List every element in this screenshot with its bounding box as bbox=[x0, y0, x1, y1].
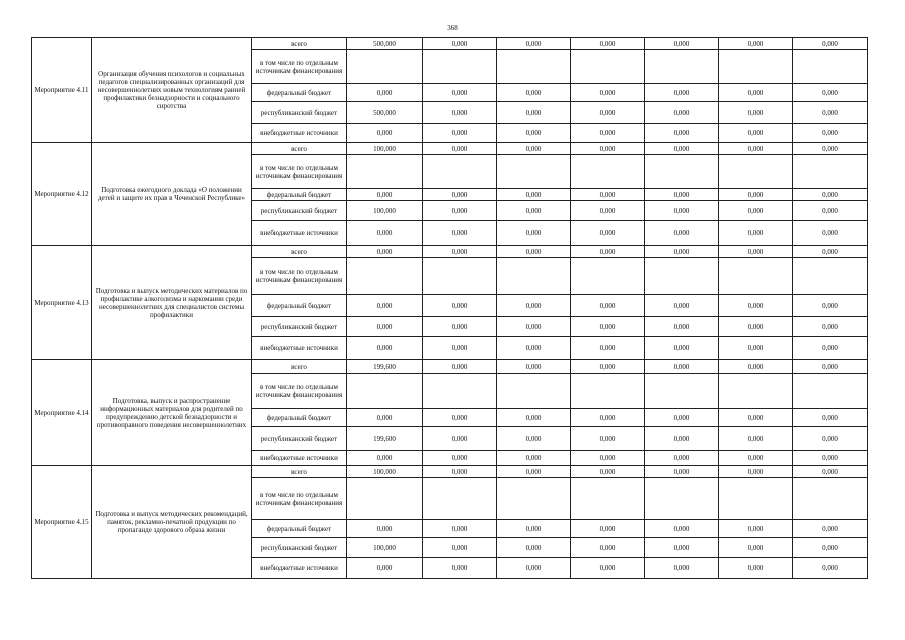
amount-cell: 0,000 bbox=[793, 360, 868, 374]
funding-source-label: внебюджетные источники bbox=[252, 337, 347, 360]
amount-cell bbox=[347, 258, 423, 295]
amount-cell bbox=[571, 374, 645, 409]
funding-source-label: федеральный бюджет bbox=[252, 409, 347, 427]
amount-cell: 0,000 bbox=[571, 466, 645, 478]
amount-cell: 0,000 bbox=[497, 221, 571, 246]
amount-cell: 0,000 bbox=[719, 538, 793, 558]
amount-cell bbox=[793, 50, 868, 84]
amount-cell: 0,000 bbox=[347, 409, 423, 427]
amount-cell: 0,000 bbox=[497, 451, 571, 466]
amount-cell: 0,000 bbox=[719, 143, 793, 155]
activity-description: Подготовка и выпуск методических материалов по профилактике алкоголизма и наркомании среди несовершеннолетних для специалистов системы профилактики bbox=[92, 246, 252, 360]
amount-cell bbox=[645, 374, 719, 409]
activity-code-text: Мероприятие 4.14 bbox=[34, 408, 89, 417]
activity-description: Подготовка, выпуск и распространение информационных материалов для родителей по предупреждению детской безнадзорности и противоправного поведения несовершеннолетних bbox=[92, 360, 252, 466]
amount-cell bbox=[719, 155, 793, 189]
amount-cell: 0,000 bbox=[645, 520, 719, 538]
amount-cell: 0,000 bbox=[793, 189, 868, 201]
amount-cell bbox=[719, 374, 793, 409]
amount-cell bbox=[793, 155, 868, 189]
amount-cell: 0,000 bbox=[423, 538, 497, 558]
amount-cell: 0,000 bbox=[571, 427, 645, 451]
amount-cell: 0,000 bbox=[793, 102, 868, 124]
amount-cell bbox=[571, 258, 645, 295]
amount-cell: 0,000 bbox=[423, 466, 497, 478]
amount-cell: 0,000 bbox=[645, 409, 719, 427]
amount-cell: 0,000 bbox=[645, 427, 719, 451]
amount-cell bbox=[645, 478, 719, 520]
amount-cell bbox=[423, 155, 497, 189]
funding-source-label: внебюджетные источники bbox=[252, 124, 347, 143]
amount-cell: 0,000 bbox=[719, 246, 793, 258]
activity-description: Подготовка ежегодного доклада «О положении детей и защите их прав в Чеченской Республике» bbox=[92, 143, 252, 246]
amount-cell bbox=[497, 50, 571, 84]
amount-cell: 0,000 bbox=[423, 295, 497, 317]
table-row bbox=[32, 38, 868, 50]
amount-cell bbox=[645, 50, 719, 84]
amount-cell: 0,000 bbox=[497, 295, 571, 317]
funding-source-label: федеральный бюджет bbox=[252, 84, 347, 102]
amount-cell: 0,000 bbox=[719, 520, 793, 538]
amount-cell: 0,000 bbox=[719, 102, 793, 124]
amount-cell: 0,000 bbox=[719, 317, 793, 337]
amount-cell: 0,000 bbox=[423, 102, 497, 124]
page-number: 368 bbox=[447, 24, 458, 32]
funding-source-label: внебюджетные источники bbox=[252, 451, 347, 466]
amount-cell: 0,000 bbox=[645, 201, 719, 221]
amount-cell: 0,000 bbox=[571, 124, 645, 143]
amount-cell: 0,000 bbox=[793, 201, 868, 221]
amount-cell: 0,000 bbox=[497, 520, 571, 538]
amount-cell bbox=[347, 155, 423, 189]
funding-source-label: всего bbox=[252, 466, 347, 478]
amount-cell bbox=[793, 258, 868, 295]
amount-cell: 0,000 bbox=[793, 409, 868, 427]
amount-cell: 0,000 bbox=[571, 451, 645, 466]
amount-cell: 0,000 bbox=[347, 246, 423, 258]
amount-cell: 0,000 bbox=[571, 143, 645, 155]
amount-cell: 0,000 bbox=[497, 38, 571, 50]
amount-cell: 0,000 bbox=[719, 38, 793, 50]
amount-cell: 0,000 bbox=[571, 317, 645, 337]
budget-table bbox=[31, 37, 868, 579]
amount-cell bbox=[571, 50, 645, 84]
activity-code-text: Мероприятие 4.15 bbox=[34, 518, 89, 526]
amount-cell: 0,000 bbox=[645, 246, 719, 258]
activity-code-text: Мероприятие 4.11 bbox=[34, 86, 89, 94]
funding-source-label: республиканский бюджет bbox=[252, 317, 347, 337]
amount-cell: 0,000 bbox=[793, 520, 868, 538]
amount-cell: 0,000 bbox=[497, 102, 571, 124]
amount-cell: 0,000 bbox=[719, 189, 793, 201]
amount-cell: 0,000 bbox=[645, 189, 719, 201]
amount-cell: 0,000 bbox=[645, 143, 719, 155]
amount-cell: 0,000 bbox=[793, 337, 868, 360]
amount-cell: 0,000 bbox=[645, 360, 719, 374]
amount-cell bbox=[347, 374, 423, 409]
funding-source-label: федеральный бюджет bbox=[252, 189, 347, 201]
amount-cell bbox=[497, 258, 571, 295]
funding-source-label: внебюджетные источники bbox=[252, 221, 347, 246]
amount-cell: 0,000 bbox=[423, 189, 497, 201]
activity-code bbox=[32, 143, 92, 246]
amount-cell: 0,000 bbox=[719, 451, 793, 466]
activity-description: Организация обучения психологов и социальных педагогов специализированных организаций для несовершеннолетних новым технологиям ранней профилактики безнадзорности и социального сиротства bbox=[92, 38, 252, 143]
amount-cell: 0,000 bbox=[423, 337, 497, 360]
amount-cell: 0,000 bbox=[793, 246, 868, 258]
amount-cell bbox=[497, 478, 571, 520]
amount-cell: 0,000 bbox=[645, 337, 719, 360]
activity-code bbox=[32, 466, 92, 579]
amount-cell: 0,000 bbox=[645, 538, 719, 558]
amount-cell: 0,000 bbox=[497, 143, 571, 155]
funding-source-label: федеральный бюджет bbox=[252, 520, 347, 538]
amount-cell bbox=[571, 155, 645, 189]
amount-cell: 0,000 bbox=[793, 221, 868, 246]
amount-cell: 0,000 bbox=[497, 558, 571, 579]
funding-source-label: в том числе по отдельным источникам финансирования bbox=[252, 155, 347, 189]
amount-cell bbox=[423, 50, 497, 84]
amount-cell: 0,000 bbox=[347, 451, 423, 466]
amount-cell bbox=[497, 374, 571, 409]
amount-cell: 0,000 bbox=[571, 409, 645, 427]
funding-source-label: республиканский бюджет bbox=[252, 538, 347, 558]
amount-cell bbox=[645, 258, 719, 295]
amount-cell: 0,000 bbox=[793, 558, 868, 579]
amount-cell: 199,600 bbox=[347, 427, 423, 451]
amount-cell: 0,000 bbox=[423, 246, 497, 258]
amount-cell: 0,000 bbox=[645, 558, 719, 579]
amount-cell: 0,000 bbox=[423, 427, 497, 451]
amount-cell: 0,000 bbox=[793, 143, 868, 155]
amount-cell: 0,000 bbox=[719, 337, 793, 360]
amount-cell bbox=[793, 478, 868, 520]
amount-cell bbox=[347, 50, 423, 84]
table-row bbox=[32, 466, 868, 478]
activity-code-text: Мероприятие 4.13 bbox=[34, 298, 89, 307]
amount-cell: 0,000 bbox=[497, 360, 571, 374]
amount-cell: 0,000 bbox=[497, 246, 571, 258]
funding-source-label: всего bbox=[252, 38, 347, 50]
amount-cell: 100,000 bbox=[347, 538, 423, 558]
amount-cell: 0,000 bbox=[423, 84, 497, 102]
amount-cell: 0,000 bbox=[423, 124, 497, 143]
funding-source-label: в том числе по отдельным источникам финансирования bbox=[252, 50, 347, 84]
amount-cell: 0,000 bbox=[645, 102, 719, 124]
funding-source-label: внебюджетные источники bbox=[252, 558, 347, 579]
amount-cell bbox=[719, 478, 793, 520]
activity-code bbox=[32, 38, 92, 143]
amount-cell: 0,000 bbox=[347, 520, 423, 538]
amount-cell: 0,000 bbox=[719, 558, 793, 579]
amount-cell: 0,000 bbox=[497, 201, 571, 221]
funding-source-label: республиканский бюджет bbox=[252, 427, 347, 451]
amount-cell: 0,000 bbox=[347, 189, 423, 201]
amount-cell: 0,000 bbox=[571, 360, 645, 374]
amount-cell: 0,000 bbox=[571, 102, 645, 124]
amount-cell: 0,000 bbox=[347, 221, 423, 246]
activity-description: Подготовка и выпуск методических рекомендаций, памяток, рекламно-печатной продукции по пропаганде здорового образа жизни bbox=[92, 466, 252, 579]
amount-cell: 0,000 bbox=[645, 124, 719, 143]
amount-cell: 0,000 bbox=[719, 84, 793, 102]
amount-cell: 0,000 bbox=[423, 409, 497, 427]
amount-cell: 100,000 bbox=[347, 143, 423, 155]
table-row bbox=[32, 360, 868, 374]
amount-cell: 100,000 bbox=[347, 201, 423, 221]
funding-source-label: в том числе по отдельным источникам финансирования bbox=[252, 374, 347, 409]
amount-cell: 500,000 bbox=[347, 38, 423, 50]
amount-cell bbox=[793, 374, 868, 409]
amount-cell: 0,000 bbox=[497, 409, 571, 427]
amount-cell: 0,000 bbox=[497, 189, 571, 201]
amount-cell: 0,000 bbox=[423, 201, 497, 221]
funding-source-label: федеральный бюджет bbox=[252, 295, 347, 317]
amount-cell: 0,000 bbox=[423, 317, 497, 337]
amount-cell: 0,000 bbox=[645, 466, 719, 478]
amount-cell: 0,000 bbox=[571, 84, 645, 102]
amount-cell: 0,000 bbox=[347, 84, 423, 102]
amount-cell: 0,000 bbox=[347, 337, 423, 360]
amount-cell bbox=[423, 258, 497, 295]
funding-source-label: всего bbox=[252, 143, 347, 155]
amount-cell: 0,000 bbox=[571, 295, 645, 317]
amount-cell bbox=[719, 258, 793, 295]
amount-cell bbox=[497, 155, 571, 189]
amount-cell: 0,000 bbox=[423, 558, 497, 579]
amount-cell: 0,000 bbox=[571, 246, 645, 258]
amount-cell: 0,000 bbox=[793, 124, 868, 143]
amount-cell: 0,000 bbox=[497, 84, 571, 102]
amount-cell: 0,000 bbox=[423, 451, 497, 466]
amount-cell: 0,000 bbox=[497, 317, 571, 337]
amount-cell: 0,000 bbox=[719, 409, 793, 427]
amount-cell: 0,000 bbox=[719, 466, 793, 478]
amount-cell: 0,000 bbox=[571, 221, 645, 246]
amount-cell: 0,000 bbox=[423, 38, 497, 50]
amount-cell: 0,000 bbox=[423, 221, 497, 246]
amount-cell: 0,000 bbox=[497, 337, 571, 360]
amount-cell: 0,000 bbox=[347, 317, 423, 337]
amount-cell: 0,000 bbox=[571, 558, 645, 579]
amount-cell: 500,000 bbox=[347, 102, 423, 124]
amount-cell: 0,000 bbox=[497, 124, 571, 143]
funding-source-label: всего bbox=[252, 246, 347, 258]
table-row bbox=[32, 246, 868, 258]
amount-cell: 0,000 bbox=[571, 538, 645, 558]
activity-code-text: Мероприятие 4.12 bbox=[34, 190, 89, 198]
amount-cell: 0,000 bbox=[793, 38, 868, 50]
amount-cell: 0,000 bbox=[793, 317, 868, 337]
amount-cell: 0,000 bbox=[423, 143, 497, 155]
amount-cell bbox=[423, 478, 497, 520]
amount-cell: 100,000 bbox=[347, 466, 423, 478]
amount-cell: 0,000 bbox=[793, 451, 868, 466]
amount-cell: 0,000 bbox=[719, 201, 793, 221]
amount-cell bbox=[423, 374, 497, 409]
amount-cell: 0,000 bbox=[645, 451, 719, 466]
amount-cell: 0,000 bbox=[719, 427, 793, 451]
amount-cell: 0,000 bbox=[347, 295, 423, 317]
amount-cell: 0,000 bbox=[793, 295, 868, 317]
amount-cell: 0,000 bbox=[571, 38, 645, 50]
amount-cell: 0,000 bbox=[719, 360, 793, 374]
amount-cell: 0,000 bbox=[719, 295, 793, 317]
funding-source-label: в том числе по отдельным источникам финансирования bbox=[252, 478, 347, 520]
funding-source-label: республиканский бюджет bbox=[252, 201, 347, 221]
amount-cell: 0,000 bbox=[719, 124, 793, 143]
amount-cell: 0,000 bbox=[719, 221, 793, 246]
amount-cell bbox=[347, 478, 423, 520]
funding-source-label: всего bbox=[252, 360, 347, 374]
amount-cell: 0,000 bbox=[571, 337, 645, 360]
amount-cell: 0,000 bbox=[571, 520, 645, 538]
amount-cell: 0,000 bbox=[793, 466, 868, 478]
amount-cell: 0,000 bbox=[423, 360, 497, 374]
amount-cell: 0,000 bbox=[497, 466, 571, 478]
amount-cell: 0,000 bbox=[347, 124, 423, 143]
amount-cell: 0,000 bbox=[347, 558, 423, 579]
amount-cell: 0,000 bbox=[497, 538, 571, 558]
amount-cell: 0,000 bbox=[423, 520, 497, 538]
amount-cell bbox=[571, 478, 645, 520]
amount-cell: 0,000 bbox=[571, 201, 645, 221]
amount-cell: 0,000 bbox=[497, 427, 571, 451]
amount-cell bbox=[719, 50, 793, 84]
amount-cell: 0,000 bbox=[645, 38, 719, 50]
amount-cell: 0,000 bbox=[645, 295, 719, 317]
activity-code bbox=[32, 246, 92, 360]
table-row bbox=[32, 143, 868, 155]
amount-cell: 0,000 bbox=[645, 221, 719, 246]
activity-code bbox=[32, 360, 92, 466]
amount-cell bbox=[645, 155, 719, 189]
amount-cell: 199,600 bbox=[347, 360, 423, 374]
funding-source-label: в том числе по отдельным источникам финансирования bbox=[252, 258, 347, 295]
amount-cell: 0,000 bbox=[793, 538, 868, 558]
funding-source-label: республиканский бюджет bbox=[252, 102, 347, 124]
amount-cell: 0,000 bbox=[793, 427, 868, 451]
amount-cell: 0,000 bbox=[793, 84, 868, 102]
amount-cell: 0,000 bbox=[645, 84, 719, 102]
amount-cell: 0,000 bbox=[645, 317, 719, 337]
amount-cell: 0,000 bbox=[571, 189, 645, 201]
